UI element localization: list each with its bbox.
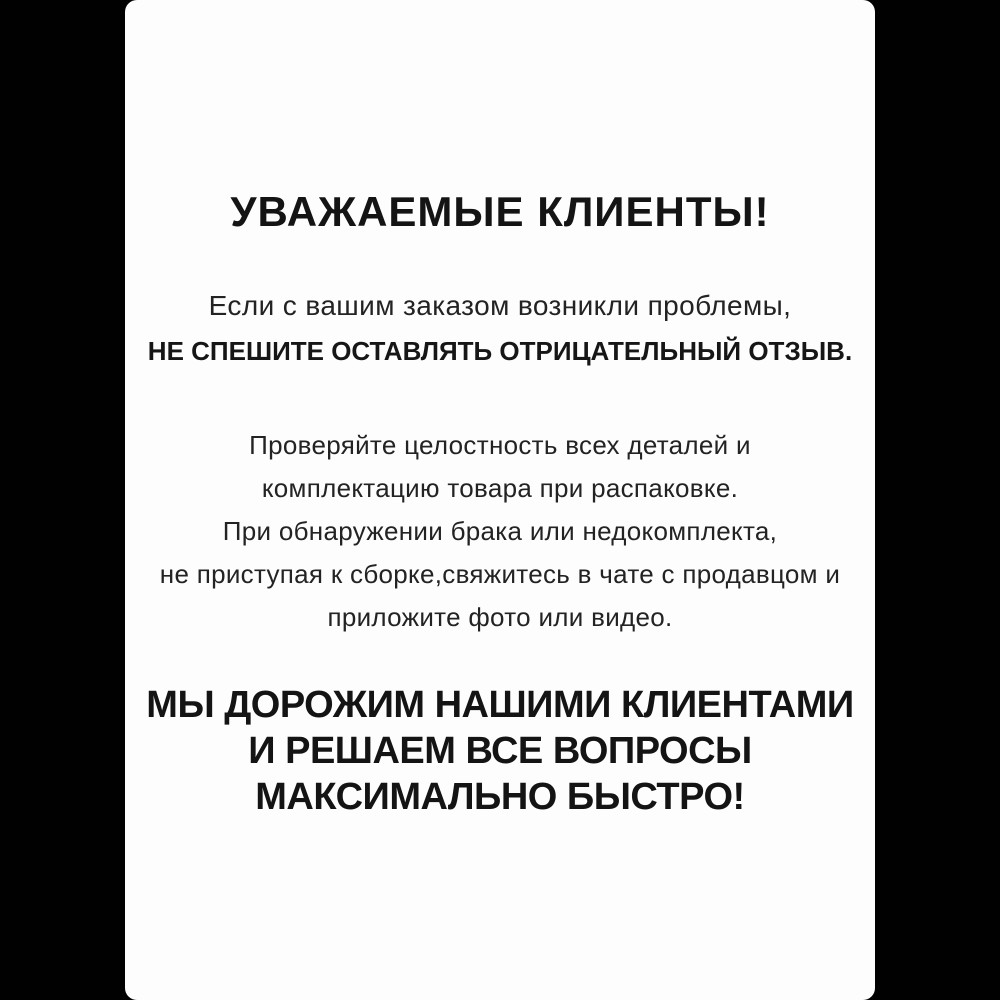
notice-heading: УВАЖАЕМЫЕ КЛИЕНТЫ! xyxy=(230,188,770,235)
letterbox-bar-left xyxy=(0,0,125,1000)
intro-line: Если с вашим заказом возникли проблемы, xyxy=(208,290,792,321)
closing-line: И РЕШАЕМ ВСЕ ВОПРОСЫ xyxy=(248,730,752,772)
closing-block xyxy=(125,682,875,820)
instruction-line: приложите фото или видео. xyxy=(327,602,673,632)
letterbox-bar-right xyxy=(875,0,1000,1000)
closing-line: МАКСИМАЛЬНО БЫСТРО! xyxy=(255,776,745,818)
closing-line: МЫ ДОРОЖИМ НАШИМИ КЛИЕНТАМИ xyxy=(146,684,854,726)
notice-card xyxy=(125,0,875,1000)
warning-line: НЕ СПЕШИТЕ ОСТАВЛЯТЬ ОТРИЦАТЕЛЬНЫЙ ОТЗЫВ. xyxy=(147,336,853,366)
instruction-line: При обнаружении брака или недокомплекта, xyxy=(222,516,778,546)
instruction-line: комплектацию товара при распаковке. xyxy=(261,473,739,503)
instructions-block xyxy=(125,424,875,639)
instruction-line: не приступая к сборке,свяжитесь в чате с продавцом и xyxy=(159,559,841,589)
instruction-line: Проверяйте целостность всех деталей и xyxy=(249,430,751,460)
